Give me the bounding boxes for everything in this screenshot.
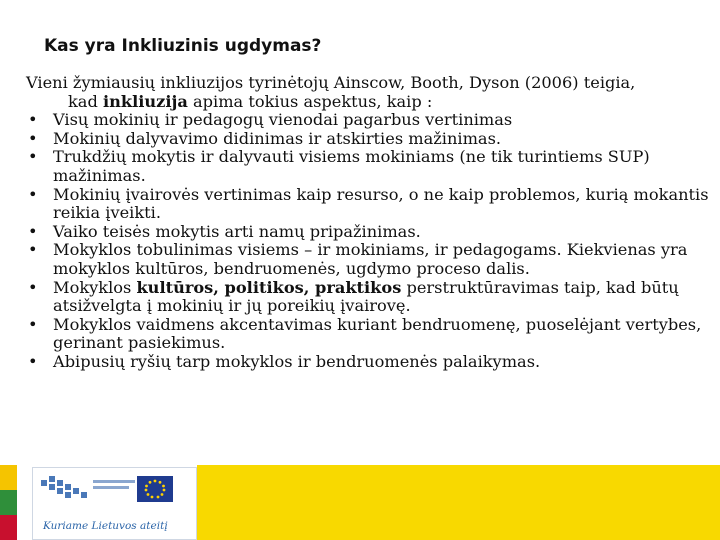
bullet-icon: • bbox=[28, 351, 38, 371]
sponsor-logo bbox=[32, 467, 197, 540]
bullet-icon: • bbox=[28, 147, 38, 167]
content-body bbox=[26, 74, 712, 372]
list-item bbox=[26, 279, 712, 316]
bullet-icon: • bbox=[28, 277, 38, 297]
list-item-text: Visų mokinių ir pedagogų vienodai pagarbus vertinimas bbox=[53, 110, 513, 130]
bullet-icon: • bbox=[28, 110, 38, 130]
flag-stripe-green bbox=[0, 490, 17, 515]
list-item-text-pre: Mokyklos bbox=[53, 277, 137, 297]
list-item bbox=[26, 130, 712, 149]
list-item-text: Abipusių ryšių tarp mokyklos ir bendruomenės palaikymas. bbox=[53, 351, 541, 371]
tagline: Kuriame Lietuvos ateitį bbox=[43, 520, 168, 532]
list-item bbox=[26, 186, 712, 223]
bullet-icon: • bbox=[28, 128, 38, 148]
list-item-text: Mokyklos tobulinimas visiems – ir mokiniams, ir pedagogams. Kiekvienas yra mokyklos kultūros, bendruomenės, ugdymo proceso dalis. bbox=[53, 240, 688, 278]
flag-stripe-yellow bbox=[0, 465, 17, 490]
intro-pre: kad bbox=[68, 91, 103, 111]
bullet-list bbox=[26, 111, 712, 371]
list-item-text: Mokinių dalyvavimo didinimas ir atskirties mažinimas. bbox=[53, 128, 502, 148]
bullet-icon: • bbox=[28, 221, 38, 241]
list-item-text: Trukdžių mokytis ir dalyvauti visiems mokiniams (ne tik turintiems SUP) mažinimas. bbox=[53, 147, 650, 185]
bullet-icon: • bbox=[28, 240, 38, 260]
structural-funds-logo-icon bbox=[39, 472, 139, 518]
list-item bbox=[26, 148, 712, 185]
lithuanian-flag-icon bbox=[0, 465, 17, 540]
flag-stripe-red bbox=[0, 515, 17, 540]
list-item bbox=[26, 241, 712, 278]
list-item bbox=[26, 223, 712, 242]
footer-banner bbox=[0, 465, 720, 540]
eu-flag-icon bbox=[137, 476, 173, 502]
intro-bold: inkliuzija bbox=[102, 91, 188, 111]
page-title: Kas yra Inkliuzinis ugdymas? bbox=[44, 36, 322, 56]
intro-line-1: Vieni žymiausių inkliuzijos tyrinėtojų Ainscow, Booth, Dyson (2006) teigia, bbox=[26, 73, 636, 92]
list-item-text: Mokinių įvairovės vertinimas kaip resurso, o ne kaip problemos, kurią mokantis reikia įveikti. bbox=[53, 184, 709, 223]
list-item-text-post: perstruktūravimas taip, kad būtų atsižvelgta į mokinių ir jų poreikių įvairovę. bbox=[53, 277, 679, 316]
intro-post: apima tokius aspektus, kaip : bbox=[187, 91, 433, 111]
list-item-text-bold: kultūros, politikos, praktikos bbox=[136, 277, 402, 297]
list-item bbox=[26, 316, 712, 353]
list-item-text: Mokyklos vaidmens akcentavimas kuriant bendruomenę, puoselėjant vertybes, gerinant pasiekimus. bbox=[53, 314, 702, 353]
bullet-icon: • bbox=[28, 314, 38, 334]
list-item bbox=[26, 111, 712, 130]
list-item bbox=[26, 353, 712, 372]
yellow-banner bbox=[197, 465, 720, 540]
list-item-text: Vaiko teisės mokytis arti namų pripažinimas. bbox=[53, 221, 421, 241]
eu-stars-icon bbox=[137, 476, 173, 502]
bullet-icon: • bbox=[28, 184, 38, 204]
intro-line-2 bbox=[26, 93, 712, 112]
intro-paragraph bbox=[26, 74, 712, 111]
